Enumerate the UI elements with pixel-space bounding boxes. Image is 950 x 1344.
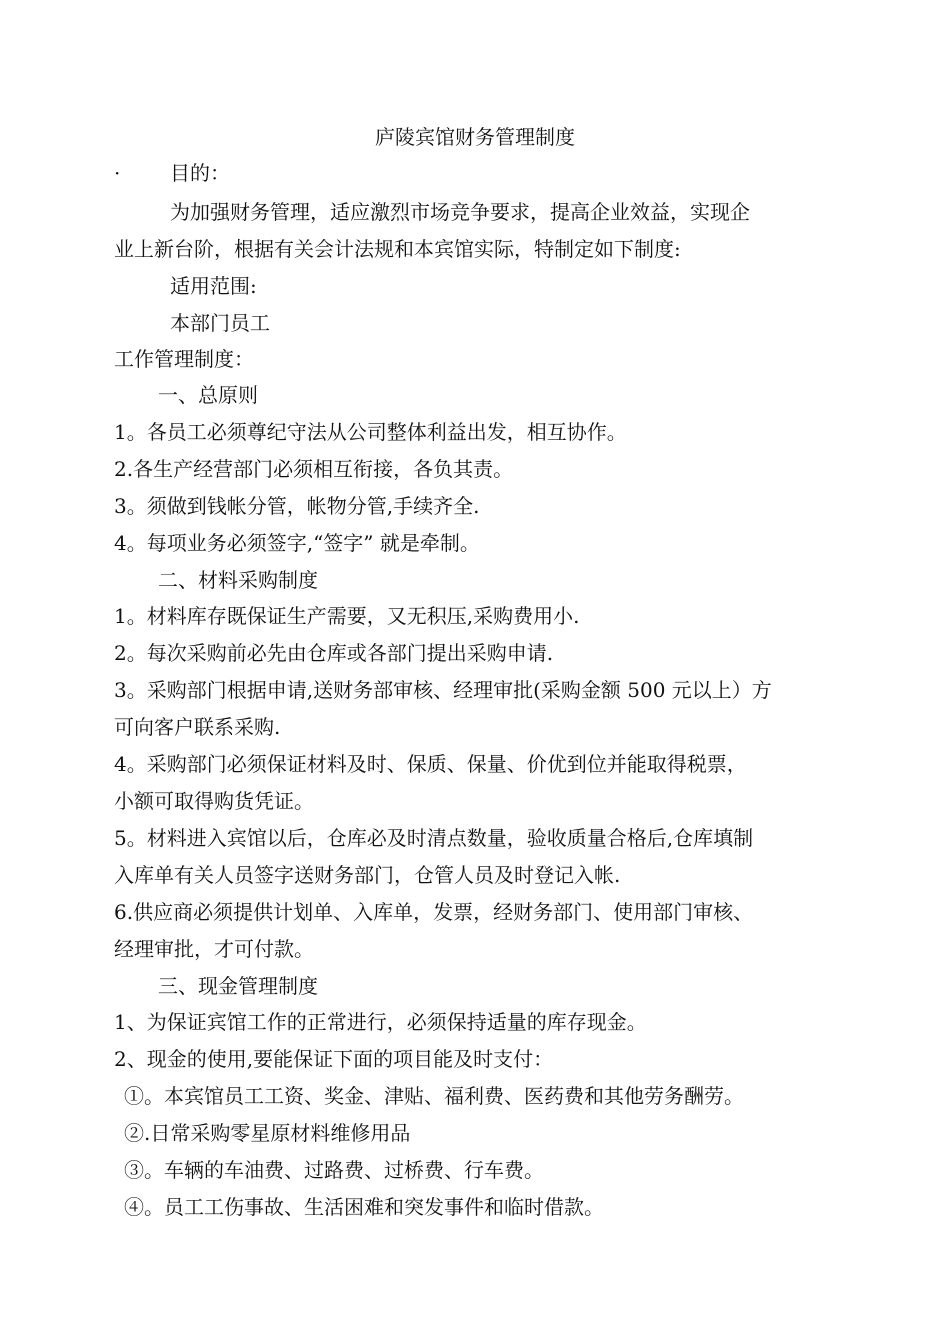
section-line: 可向客户联系采购. [114,715,281,739]
rules-heading: 工作管理制度： [114,347,254,371]
section-heading: 一、总原则 [158,383,258,407]
section-line: 1。材料库存既保证生产需要，又无积压,采购费用小. [114,604,580,628]
section-line: 经理审批，才可付款。 [114,937,314,961]
section-line: 2.各生产经营部门必须相互衔接，各负其责。 [114,457,514,481]
section-line: 6.供应商必须提供计划单、入库单，发票，经财务部门、使用部门审核、 [114,900,754,924]
purpose-label: 目的： [170,161,230,185]
bullet-marker: · [114,161,121,185]
scope-text: 本部门员工 [170,311,270,335]
section-heading: 三、现金管理制度 [158,974,318,998]
section-line: 3。采购部门根据申请,送财务部审核、经理审批(采购金额 500 元以上）方 [114,678,772,702]
section-line: 3。须做到钱帐分管，帐物分管,手续齐全. [114,494,480,518]
section-line: 入库单有关人员签字送财务部门，仓管人员及时登记入帐. [114,863,621,887]
list-item: ②.日常采购零星原材料维修用品 [124,1121,411,1145]
scope-label: 适用范围: [170,274,257,298]
section-line: 1、为保证宾馆工作的正常进行，必须保持适量的库存现金。 [114,1010,647,1034]
document-title: 庐陵宾馆财务管理制度 [375,125,575,149]
purpose-text-line-1: 为加强财务管理，适应激烈市场竞争要求，提高企业效益，实现企 [170,200,750,224]
section-line: 4。采购部门必须保证材料及时、保质、保量、价优到位并能取得税票， [114,752,747,776]
section-heading: 二、材料采购制度 [158,568,318,592]
section-line: 小额可取得购货凭证。 [114,789,314,813]
list-item: ③。车辆的车油费、过路费、过桥费、行车费。 [124,1158,544,1182]
section-line: 2、现金的使用,要能保证下面的项目能及时支付： [114,1047,554,1071]
section-line: 2。每次采购前必先由仓库或各部门提出采购申请. [114,641,554,665]
list-item: ④。员工工伤事故、生活困难和突发事件和临时借款。 [124,1195,604,1219]
section-line: 1。各员工必须尊纪守法从公司整体利益出发，相互协作。 [114,420,627,444]
section-line: 4。每项业务必须签字,“签字” 就是牵制。 [114,531,480,555]
section-line: 5。材料进入宾馆以后，仓库必及时清点数量，验收质量合格后,仓库填制 [114,826,754,850]
purpose-text-line-2: 业上新台阶，根据有关会计法规和本宾馆实际，特制定如下制度: [114,237,681,261]
list-item: ①。本宾馆员工工资、奖金、津贴、福利费、医药费和其他劳务酬劳。 [124,1084,744,1108]
